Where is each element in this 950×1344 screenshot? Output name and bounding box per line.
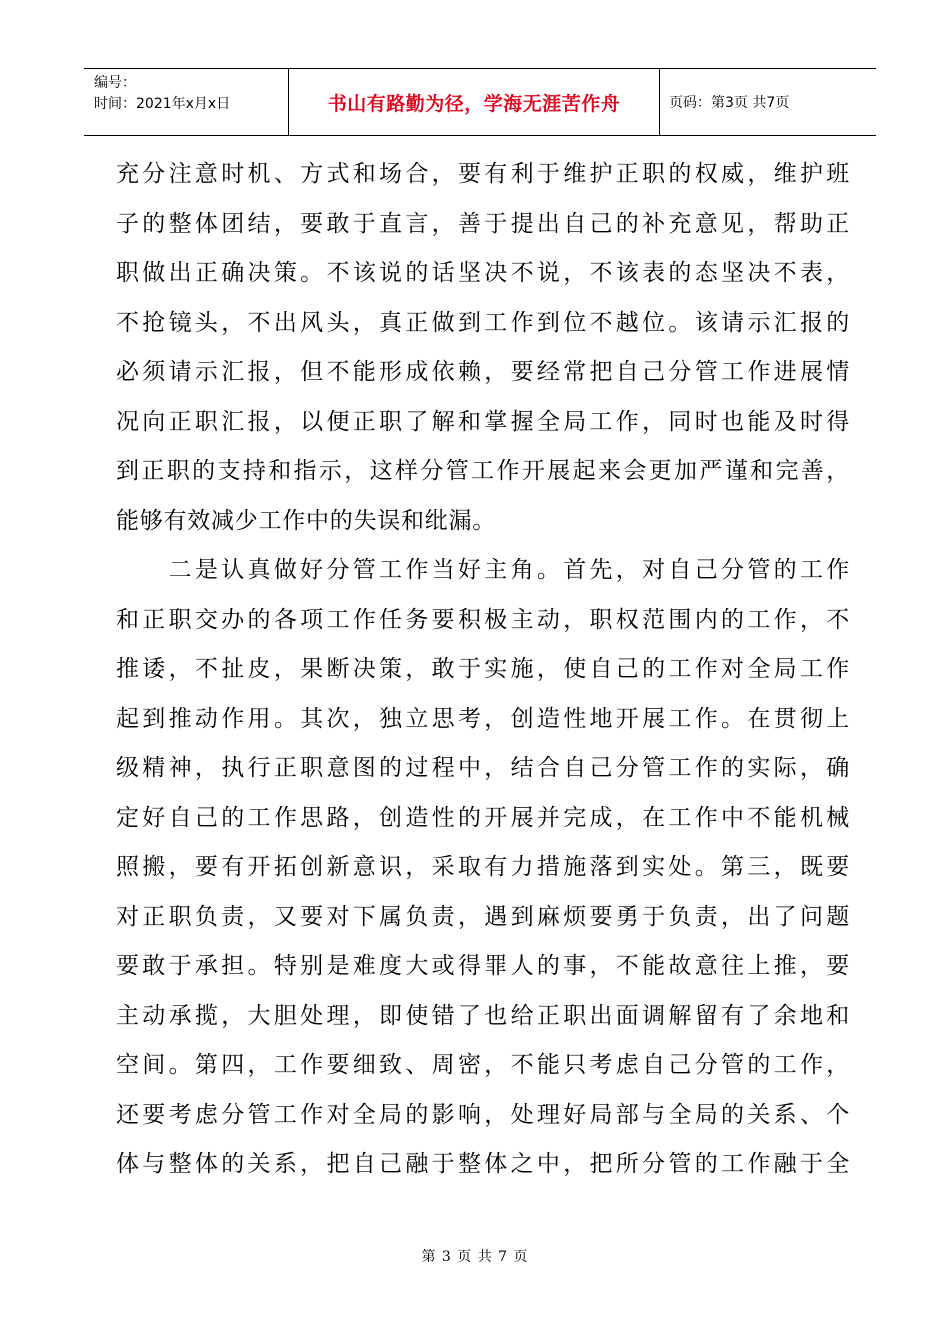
body-line: 要敢于承担。特别是难度大或得罪人的事，不能故意往上推，要 (116, 953, 850, 979)
body-line: 到正职的支持和指示，这样分管工作开展起来会更加严谨和完善， (116, 458, 850, 484)
body-line: 况向正职汇报，以便正职了解和掌握全局工作，同时也能及时得 (116, 408, 850, 435)
document-header (84, 68, 876, 136)
document-body (116, 150, 850, 1190)
body-line: 体与整体的关系，把自己融于整体之中，把所分管的工作融于全 (116, 1151, 850, 1177)
body-line: 照搬，要有开拓创新意识，采取有力措施落到实处。第三，既要 (116, 854, 850, 880)
body-line: 不抢镜头，不出风头，真正做到工作到位不越位。该请示汇报的 (116, 309, 850, 336)
body-line: 二是认真做好分管工作当好主角。首先，对自己分管的工作 (116, 557, 850, 583)
body-line: 起到推动作用。其次，独立思考，创造性地开展工作。在贯彻上 (116, 705, 850, 732)
document-number-label: 编号： (94, 75, 136, 91)
body-line: 必须请示汇报，但不能形成依赖，要经常把自己分管工作进展情 (116, 359, 850, 385)
header-motto: 书山有路勤为径，学海无涯苦作舟 (288, 69, 660, 135)
body-line: 充分注意时机、方式和场合，要有利于维护正职的权威，维护班 (116, 161, 850, 187)
body-line: 还要考虑分管工作对全局的影响，处理好局部与全局的关系、个 (116, 1101, 850, 1128)
header-meta (84, 69, 288, 135)
body-line: 对正职负责，又要对下属负责，遇到麻烦要勇于负责，出了问题 (116, 903, 850, 930)
body-line: 推诿，不扯皮，果断决策，敢于实施，使自己的工作对全局工作 (116, 656, 850, 682)
body-line: 定好自己的工作思路，创造性的开展并完成，在工作中不能机械 (116, 804, 850, 831)
body-line: 空间。第四，工作要细致、周密，不能只考虑自己分管的工作， (116, 1052, 850, 1078)
body-line: 主动承揽，大胆处理，即使错了也给正职出面调解留有了余地和 (116, 1002, 850, 1029)
document-time-label: 时间：2021年x月x日 (94, 96, 231, 112)
page-footer: 第 3 页 共 7 页 (421, 1249, 529, 1265)
body-line: 和正职交办的各项工作任务要积极主动，职权范围内的工作，不 (116, 606, 850, 633)
body-line: 子的整体团结，要敢于直言，善于提出自己的补充意见，帮助正 (116, 210, 850, 237)
body-line: 能够有效减少工作中的失误和纰漏。 (116, 507, 496, 534)
header-page-label: 页码：第3页 共7页 (669, 95, 790, 111)
body-line: 级精神，执行正职意图的过程中，结合自己分管工作的实际，确 (116, 755, 850, 781)
body-line: 职做出正确决策。不该说的话坚决不说，不该表的态坚决不表， (116, 260, 850, 286)
